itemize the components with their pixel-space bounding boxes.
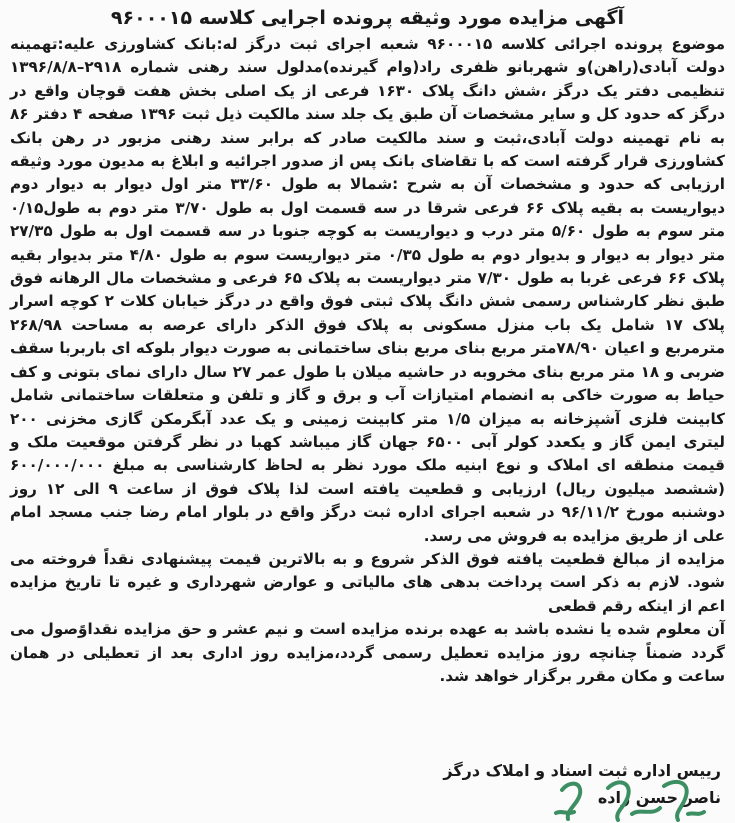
handwritten-stroke-3	[608, 782, 629, 820]
signature-name: ناصر حسن زاده	[597, 788, 721, 807]
notice-paragraph-fees: آن معلوم شده یا نشده باشد به عهده برنده مزایده است و نیم عشر و حق مزایده نقداوًصول می گردد ضمناً چنانچه روز مزایده تعطیل رسمی گردد،مزایده روز اداری بعد از تعطیلی در همان ساعت و مکان مقرر برگزار خواهد شد.	[10, 620, 725, 685]
handwritten-number-mark	[548, 770, 708, 822]
handwritten-stroke-6	[688, 812, 704, 814]
notice-paragraph-terms: مزایده از مبالغ قطعیت یافته فوق الذکر شروع و به بالاترین قیمت پیشنهادی نقداً فروخته می شود. لازم به ذکر است پرداخت بدهی های مالیاتی و عوارض شهرداری و غیره تا تاریخ مزایده اعم از اینکه رقم قطعی	[10, 549, 725, 615]
notice-body	[10, 33, 725, 688]
handwritten-stroke-2	[556, 812, 574, 813]
signature-title: رییس اداره ثبت اسناد و املاک درگز	[443, 761, 721, 780]
notice-paragraph-main: موضوع پرونده اجرائی کلاسه ۹۶۰۰۰۱۵ شعبه اجرای ثبت درگز له:بانک کشاورزی علیه:تهمینه دولت آبادی(راهن)و شهربانو ظفری راد(وام گیرنده)مدلول سند رهنی شماره ۲۹۱۸–۱۳۹۶/۸/۸ تنظیمی دفتر یک درگز ،شش دانگ پلاک ۱۶۳۰ فرعی از یک اصلی بخش هفت قوچان واقع در درگز که حدود کل و سایر مشخصات آن طبق یک جلد سند مالکیت ذیل ثبت ۱۳۹۶ صفحه ۴ دفتر ۸۶ به نام تهمینه دولت آبادی،ثبت و سند مالکیت صادر که برابر سند رهنی مزبور در رهن بانک کشاورزی قرار گرفته است که با تقاضای بانک پس از صدور اجرائیه و ابلاغ به مدیون مورد وثیقه ارزیابی که حدود و مشخصات آن به شرح :شمالا به طول ۳۳/۶۰ متر اول دیوار به دیوار دوم دیواریست به بقیه پلاک ۶۶ فرعی شرقا در سه قسمت اول به طول ۳/۷۰ متر دوم به طول۰/۱۵ متر سوم به طول ۵/۶۰ متر درب و دیواریست به کوچه جنوبا در سه قسمت اول به طول ۲۷/۳۵ متر دیوار به دیوار و بدیوار دوم به طول ۰/۳۵ متر دیواریست سوم به طول ۴/۸۰ متر بدیوار بقیه پلاک ۶۶ فرعی غربا به طول ۷/۳۰ متر دیواریست به پلاک ۶۵ فرعی و مشخصات مال الرهانه فوق طبق نظر کارشناس رسمی شش دانگ پلاک ثبتی فوق واقع در درگز خیابان کلات ۲ کوچه اسرار پلاک ۱۷ شامل یک باب منزل مسکونی به پلاک فوق الذکر دارای عرصه به مساحت ۲۶۸/۹۸ مترمربع و اعیان ۷۸/۹۰متر مربع بنای مربع بنای ساختمانی به صورت دیوار بلوکه ای باربربا سقف ضربی و ۱۸ متر مربع بنای مخروبه در حاشیه میلان با طول عمر ۲۷ سال دارای نمای بتونی و کف حیاط به صورت خاکی به انضمام امتیازات آب و برق و گاز و تلفن و متعلقات ساختمانی شامل کابینت فلزی آشپزخانه به میزان ۱/۵ متر کابینت زمینی و یک عدد آبگرمکن گازی مخزنی ۲۰۰ لیتری ایمن گاز و یکعدد کولر آبی ۶۵۰۰ جهان گاز میباشد کهبا در نظر گرفتن موقعیت ملک و قیمت منطقه ای املاک و نوع ابنیه ملک مورد نظر به لحاظ کارشناسی به مبلغ ۶۰۰/۰۰۰/۰۰۰ (ششصد میلیون ریال) ارزیابی و قطعیت یافته است لذا پلاک فوق از ساعت ۹ الی ۱۲ روز دوشنبه مورخ ۹۶/۱۱/۲ در شعبه اجرای اداره ثبت درگز واقع در بلوار امام رضا جنب مسجد امام علی از طریق مزایده به فروش می رسد.	[10, 35, 726, 545]
handwritten-stroke-5	[664, 782, 687, 820]
notice-title: آگهی مزایده مورد وثیقه پرونده اجرایی کلاسه ۹۶۰۰۰۱۵	[110, 7, 625, 29]
handwritten-stroke-4	[632, 808, 660, 814]
